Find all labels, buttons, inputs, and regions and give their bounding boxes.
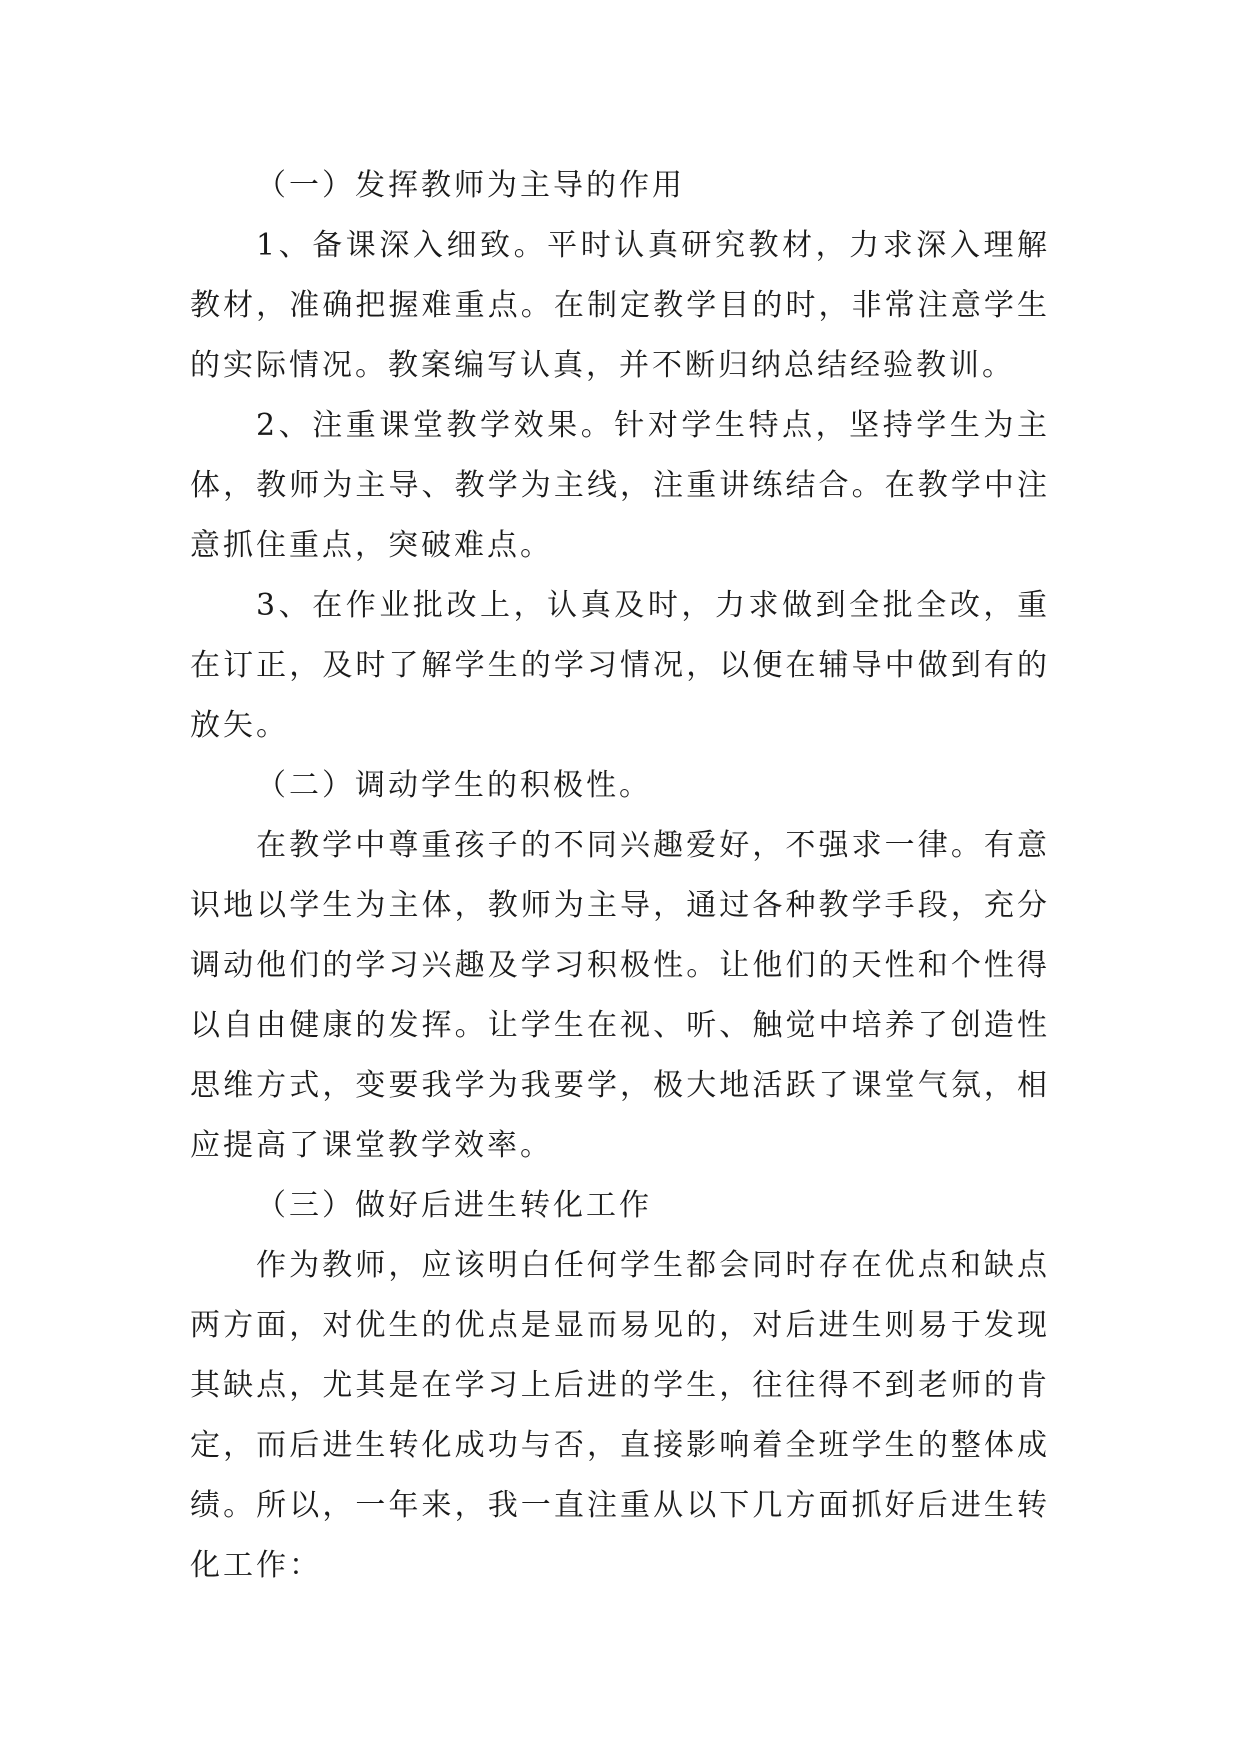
section-heading-2: （二）调动学生的积极性。 — [256, 768, 652, 803]
paragraph-4: 在教学中尊重孩子的不同兴趣爱好，不强求一律。有意识地以学生为主体，教师为主导，通过各种教学手段，充分调动他们的学习兴趣及学习积极性。让他们的天性和个性得以自由健康的发挥。让学生在视、听、触觉中培养了创造性思维方式，变要我学为我要学，极大地活跃了课堂气氛，相应提高了课堂教学效率。 — [190, 828, 1050, 1163]
paragraph-5: 作为教师，应该明白任何学生都会同时存在优点和缺点两方面，对优生的优点是显而易见的，对后进生则易于发现其缺点，尤其是在学习上后进的学生，往往得不到老师的肯定，而后进生转化成功与否，直接影响着全班学生的整体成绩。所以，一年来，我一直注重从以下几方面抓好后进生转化工作： — [190, 1248, 1050, 1583]
paragraph-1: 1、备课深入细致。平时认真研究教材，力求深入理解教材，准确把握难重点。在制定教学目的时，非常注意学生的实际情况。教案编写认真，并不断归纳总结经验教训。 — [190, 228, 1050, 383]
section-heading-1: （一）发挥教师为主导的作用 — [256, 168, 685, 203]
paragraph-2: 2、注重课堂教学效果。针对学生特点，坚持学生为主体，教师为主导、教学为主线，注重讲练结合。在教学中注意抓住重点，突破难点。 — [190, 408, 1050, 563]
document-body — [190, 156, 1050, 1596]
section-heading-3: （三）做好后进生转化工作 — [256, 1188, 652, 1223]
paragraph-3: 3、在作业批改上，认真及时，力求做到全批全改，重在订正，及时了解学生的学习情况，以便在辅导中做到有的放矢。 — [190, 588, 1050, 743]
